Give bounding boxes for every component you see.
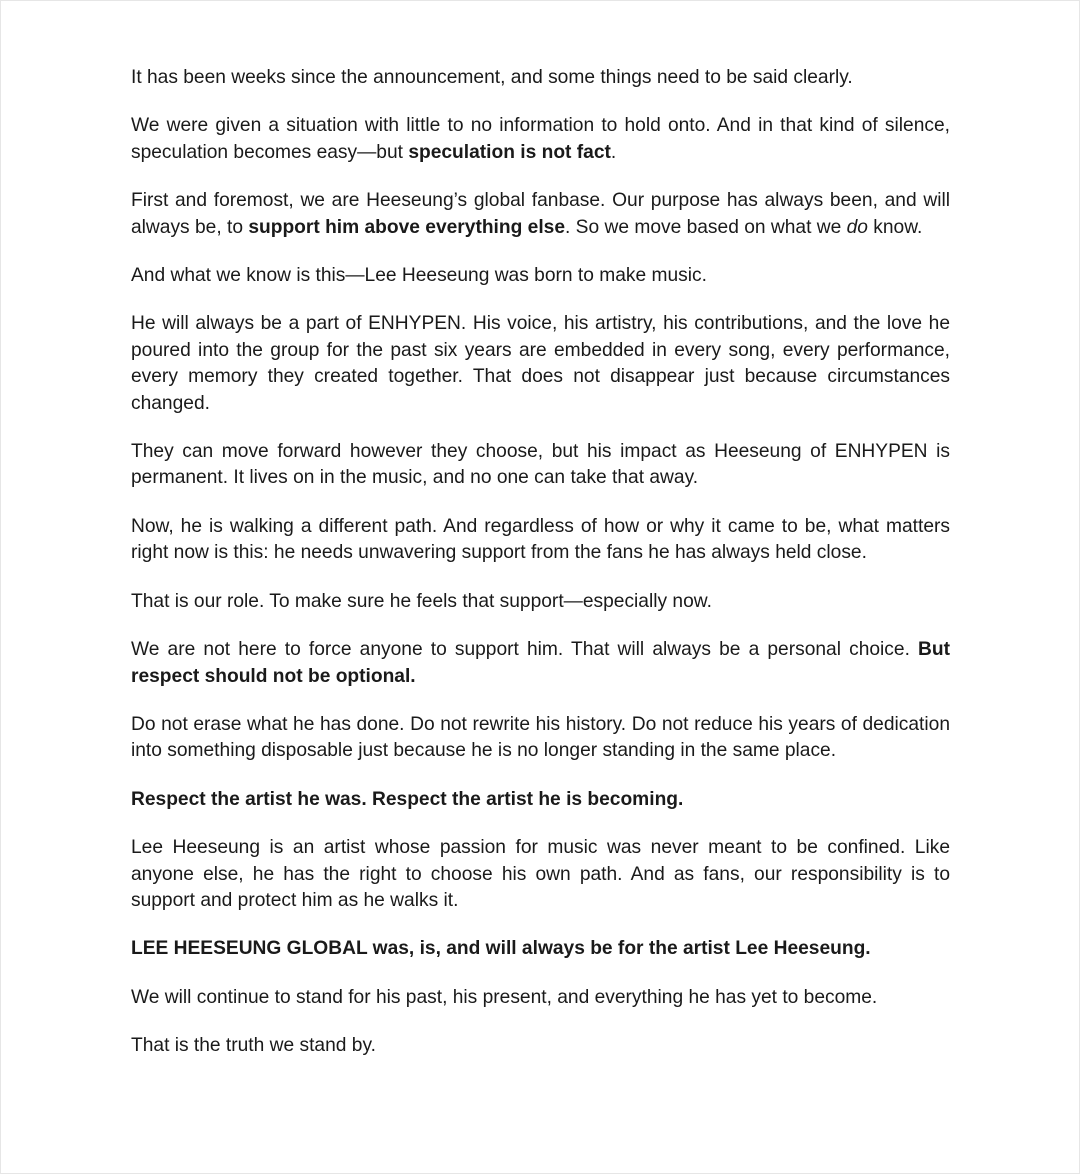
paragraph-1 [131, 65, 950, 91]
paragraph-4 [131, 263, 950, 289]
paragraph-11 [131, 787, 950, 813]
statement-body [131, 65, 950, 1082]
paragraph-13 [131, 936, 950, 962]
paragraph-3-bold: support him above everything else [248, 216, 566, 238]
paragraph-9 [131, 637, 950, 690]
paragraph-12 [131, 835, 950, 914]
paragraph-6-text: They can move forward however they choose, but his impact as Heeseung of ENHYPEN is permanent. It lives on in the music, and no one can take that away. [131, 441, 950, 489]
paragraph-3-end: know. [867, 216, 923, 238]
paragraph-2-end: . [610, 141, 617, 163]
paragraph-9-text: We are not here to force anyone to support him. That will always be a personal choice. [131, 639, 919, 661]
paragraph-8 [131, 589, 950, 615]
paragraph-10-text: Do not erase what he has done. Do not rewrite his history. Do not reduce his years of dedication into something disposable just because he is no longer standing in the same place. [131, 713, 950, 762]
paragraph-12-text: Lee Heeseung is an artist whose passion for music was never meant to be confined. Like anyone else, he has the right to choose his own path. And as fans, our responsibility is to support and protect him as he walks it. [131, 837, 950, 911]
paragraph-14 [131, 985, 950, 1011]
paragraph-9-bold: But respect should not be optional. [131, 639, 950, 687]
paragraph-2-text: We were given a situation with little to no information to hold onto. And in that kind of silence, speculation becomes easy—but [131, 115, 950, 163]
paragraph-15 [131, 1033, 950, 1059]
paragraph-5 [131, 311, 950, 417]
paragraph-1-text: It has been weeks since the announcement, and some things need to be said clearly. [131, 67, 853, 88]
paragraph-4-text: And what we know is this—Lee Heeseung was born to make music. [131, 265, 707, 287]
paragraph-5-text: He will always be a part of ENHYPEN. His voice, his artistry, his contributions, and the love he poured into the group for the past six years are embedded in every song, every performance, every memory they created together. That does not disappear just because circumstances changed. [131, 313, 950, 414]
paragraph-10 [131, 712, 950, 765]
paragraph-8-text: That is our role. To make sure he feels that support—especially now. [131, 590, 712, 612]
paragraph-3-italic: do [846, 216, 868, 238]
paragraph-2 [131, 113, 950, 166]
paragraph-2-bold: speculation is not fact [408, 141, 611, 163]
paragraph-13-bold: LEE HEESEUNG GLOBAL was, is, and will always be for the artist Lee Heeseung. [131, 938, 871, 960]
paragraph-3-middle: . So we move based on what we [565, 216, 847, 238]
paragraph-3-text: First and foremost, we are Heeseung’s global fanbase. Our purpose has always been, and will always be, to [131, 190, 950, 238]
paragraph-14-text: We will continue to stand for his past, his present, and everything he has yet to become. [131, 986, 878, 1008]
paragraph-7-text: Now, he is walking a different path. And regardless of how or why it came to be, what matters right now is this: he needs unwavering support from the fans he has always held close. [131, 515, 950, 564]
paragraph-11-bold: Respect the artist he was. Respect the artist he is becoming. [131, 788, 684, 810]
paragraph-3 [131, 188, 950, 241]
paragraph-7 [131, 514, 950, 567]
paragraph-15-text: That is the truth we stand by. [131, 1035, 376, 1057]
paragraph-6 [131, 439, 950, 492]
